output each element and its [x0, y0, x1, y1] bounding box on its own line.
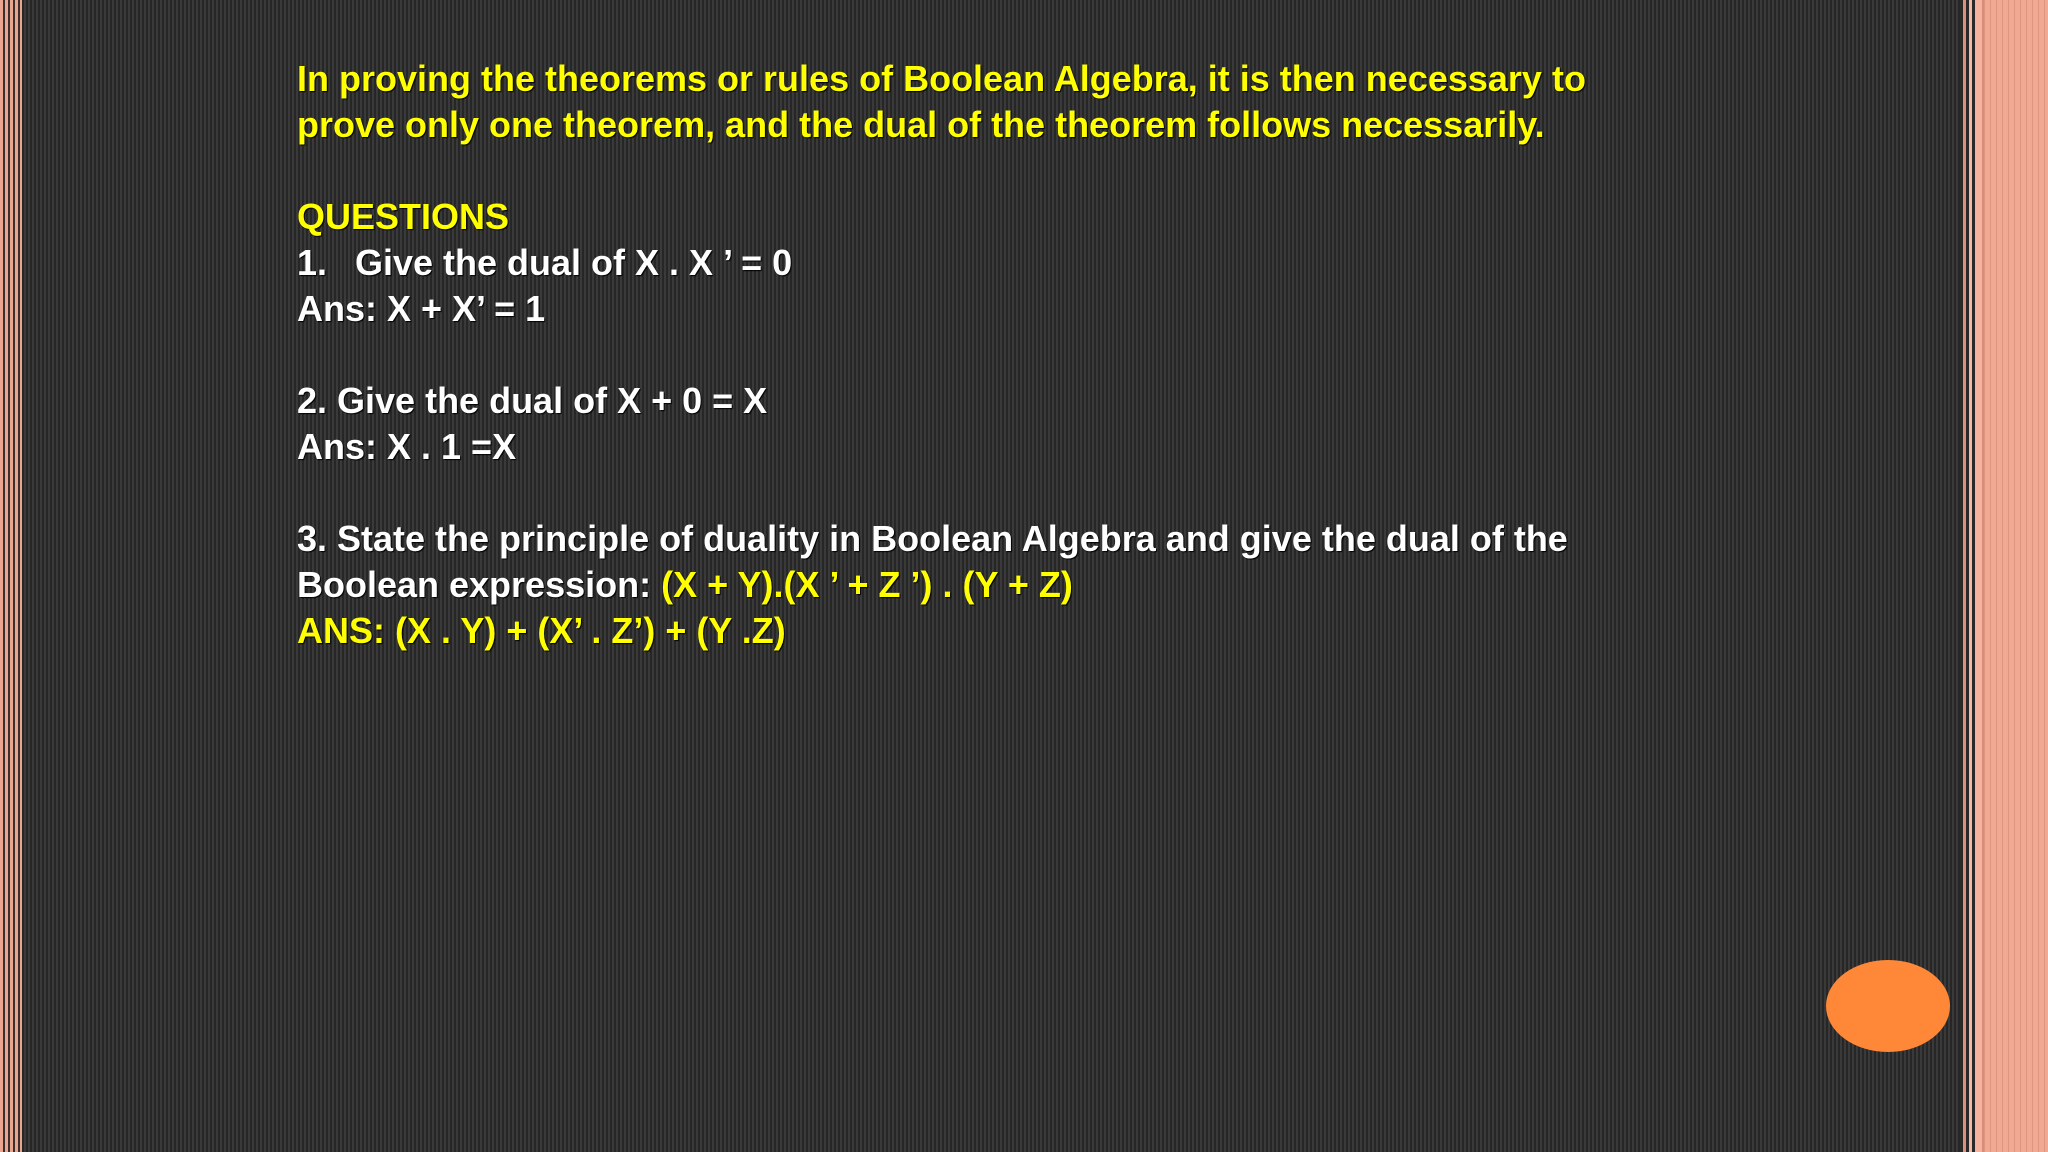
question-3-line-2	[297, 562, 1737, 608]
intro-line-2: prove only one theorem, and the dual of the theorem follows necessarily.	[297, 104, 1545, 145]
slide-content	[297, 56, 1737, 654]
question-3-expression: (X + Y).(X ’ + Z ’) . (Y + Z)	[661, 564, 1073, 605]
spacer	[297, 470, 1737, 516]
question-1-text: Give the dual of X . X ’ = 0	[355, 242, 793, 283]
question-3-prefix: Boolean expression:	[297, 564, 662, 605]
questions-heading: QUESTIONS	[297, 196, 510, 237]
intro-line-1: In proving the theorems or rules of Boolean Algebra, it is then necessary to	[297, 58, 1586, 99]
answer-2: Ans: X . 1 =X	[297, 426, 517, 467]
spacer	[297, 148, 1737, 194]
question-3-line-1: 3. State the principle of duality in Boolean Algebra and give the dual of the	[297, 518, 1568, 559]
orange-accent-circle	[1826, 960, 1950, 1052]
right-band-texture	[1984, 0, 2048, 1152]
question-1	[297, 240, 1737, 286]
question-2: 2. Give the dual of X + 0 = X	[297, 380, 768, 421]
spacer	[297, 332, 1737, 378]
left-decorative-stripe	[0, 0, 22, 1152]
answer-3: ANS: (X . Y) + (X’ . Z’) + (Y .Z)	[297, 610, 786, 651]
answer-1: Ans: X + X’ = 1	[297, 288, 546, 329]
question-1-number: 1.	[297, 242, 328, 283]
